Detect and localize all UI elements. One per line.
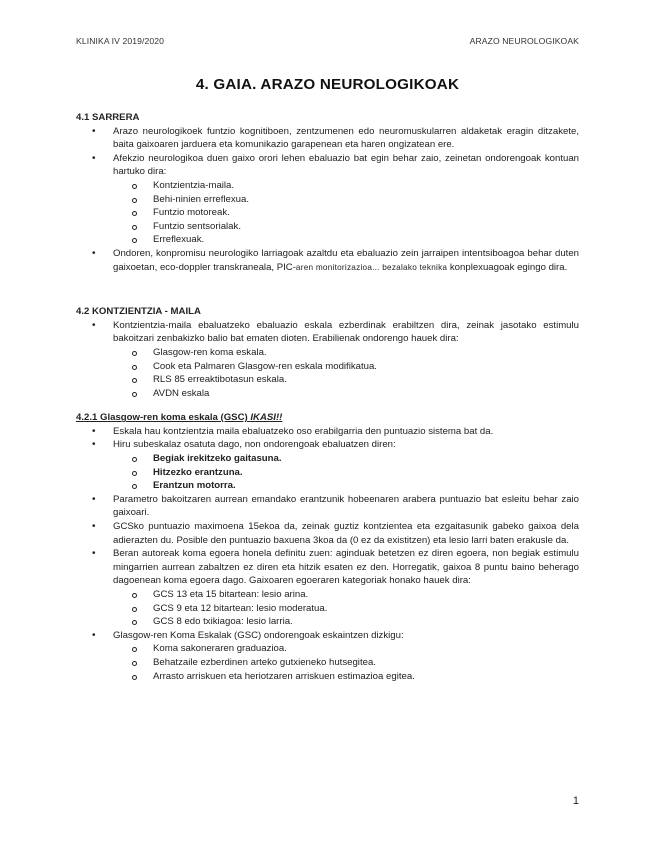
sub-list-item: Begiak irekitzeko gaitasuna. xyxy=(113,452,579,466)
document-body xyxy=(76,111,579,683)
sub-list-item: GCS 8 edo txikiagoa: lesio larria. xyxy=(113,615,579,629)
list-item-text: Beran autoreak koma egoera honela definitu zuen: aginduak betetzen ez diren egoera, non begiak estimulu mingarrien aurrean zabaltzen ez diren eta hitzik esaten ez den. Horregatik, gaixoa 8 puntu baino beherago dagoenean koma egoera dago. Gaixoaren egoeraren kategoriak honako hauek dira: xyxy=(113,548,579,587)
section-heading-4-2: 4.2 KONTZIENTZIA - MAILA xyxy=(76,306,201,318)
sub-list-item: Erantzun motorra. xyxy=(113,479,579,493)
sub-list xyxy=(113,642,579,683)
sub-list xyxy=(113,452,579,493)
sub-list-item: Erreflexuak. xyxy=(113,233,579,247)
subsection-heading-text: 4.2.1 Glasgow-ren koma eskala (GSC) xyxy=(76,412,251,424)
bullet-list xyxy=(76,425,579,683)
sub-list-item: RLS 85 erreaktibotasun eskala. xyxy=(113,373,579,387)
sub-list-item: Behi-ninien erreflexua. xyxy=(113,193,579,207)
list-item: • Arazo neurologikoek funtzio kognitiboen, zentzumenen edo neuromuskularren aldaketak eragin ditzakete, baita gaixoaren jarduera eta komunikazio garapenean eta haren ongizatean ere. xyxy=(76,125,579,152)
list-item xyxy=(76,319,579,401)
sub-list-item: GCS 13 eta 15 bitartean: lesio arina. xyxy=(113,588,579,602)
list-item-text: aren monitorizazioa... bezalako teknika xyxy=(295,262,448,272)
subsection-heading-4-2-1 xyxy=(76,411,579,425)
list-item-text: konplexuagoak egingo dira. xyxy=(447,261,568,273)
page-number: 1 xyxy=(572,795,579,807)
list-item-text: Hiru subeskalaz osatuta dago, non ondorengoak ebaluatzen diren: xyxy=(113,439,396,451)
list-item: • Parametro bakoitzaren aurrean emandako erantzunik hobeenaren arabera puntuazio bat esleitu behar zaio gaixoari. xyxy=(76,493,579,520)
sub-list-item: Kontzientzia-maila. xyxy=(113,179,579,193)
sub-list-item: Behatzaile ezberdinen arteko gutxieneko hutsegitea. xyxy=(113,656,579,670)
sub-list-item: Funtzio sentsorialak. xyxy=(113,220,579,234)
sub-list xyxy=(113,588,579,629)
page-title: 4. GAIA. ARAZO NEUROLOGIKOAK xyxy=(195,76,460,93)
bullet-list xyxy=(76,125,579,275)
list-item-text: Glasgow-ren Koma Eskalak (GSC) ondorengoak eskaintzen dizkigu: xyxy=(113,629,404,641)
sub-list xyxy=(113,346,579,400)
sub-list-item: GCS 9 eta 12 bitartean: lesio moderatua. xyxy=(113,602,579,616)
list-item-text: Afekzio neurologikoa duen gaixo orori lehen ebaluazio bat egin behar zaio, zeinetan ondorengoak kontuan hartuko dira: xyxy=(113,152,579,178)
list-item: • GCSko puntuazio maximoena 15ekoa da, zeinak guztiz kontzientea eta ezgaitasunik gabeko gaixoa dela adierazten du. Posible den puntuazio baxuena 3koa da (0 ez da existitzen) eta lesio larri baten erakusle da. xyxy=(76,520,579,547)
section-heading-4-1: 4.1 SARRERA xyxy=(76,112,140,123)
sub-list-item: Funtzio motoreak. xyxy=(113,206,579,220)
list-item xyxy=(76,438,579,492)
sub-list-item: Hitzezko erantzuna. xyxy=(113,466,579,480)
sub-list-item: Glasgow-ren koma eskala. xyxy=(113,346,579,360)
subsection-heading-emphasis: IKASI!! xyxy=(250,412,283,424)
list-item xyxy=(76,547,579,629)
running-header-right: ARAZO NEUROLOGIKOAK xyxy=(469,36,579,46)
bullet-list xyxy=(76,319,579,401)
list-item xyxy=(76,247,579,274)
sub-list xyxy=(113,179,579,247)
sub-list-item: Arrasto arriskuen eta heriotzaren arriskuen estimazioa egitea. xyxy=(113,670,579,684)
list-item xyxy=(76,152,579,247)
sub-list-item: Koma sakoneraren graduazioa. xyxy=(113,642,579,656)
list-item: • Eskala hau kontzientzia maila ebaluatzeko oso erabilgarria den puntuazio sistema bat da. xyxy=(76,425,579,439)
list-item xyxy=(76,629,579,683)
sub-list-item: Cook eta Palmaren Glasgow-ren eskala modifikatua. xyxy=(113,360,579,374)
list-item-text: Ondoren, konpromisu neurologiko larriagoak azaltdu eta ebaluazio zein jarraipen intentsiboagoa behar duten gaixoetan, eco-doppler transkraneala, PIC- xyxy=(113,247,579,273)
list-item-text: Kontzientzia-maila ebaluatzeko ebaluazio eskala ezberdinak erabiltzen dira, zeinak jasotako estimulu bakoitzari zenbakizko balio bat ematen dioten. Erabilienak ondorengo hauek dira: xyxy=(113,319,579,345)
sub-list-item: AVDN eskala xyxy=(113,387,579,401)
running-header-left: KLINIKA IV 2019/2020 xyxy=(76,36,164,46)
